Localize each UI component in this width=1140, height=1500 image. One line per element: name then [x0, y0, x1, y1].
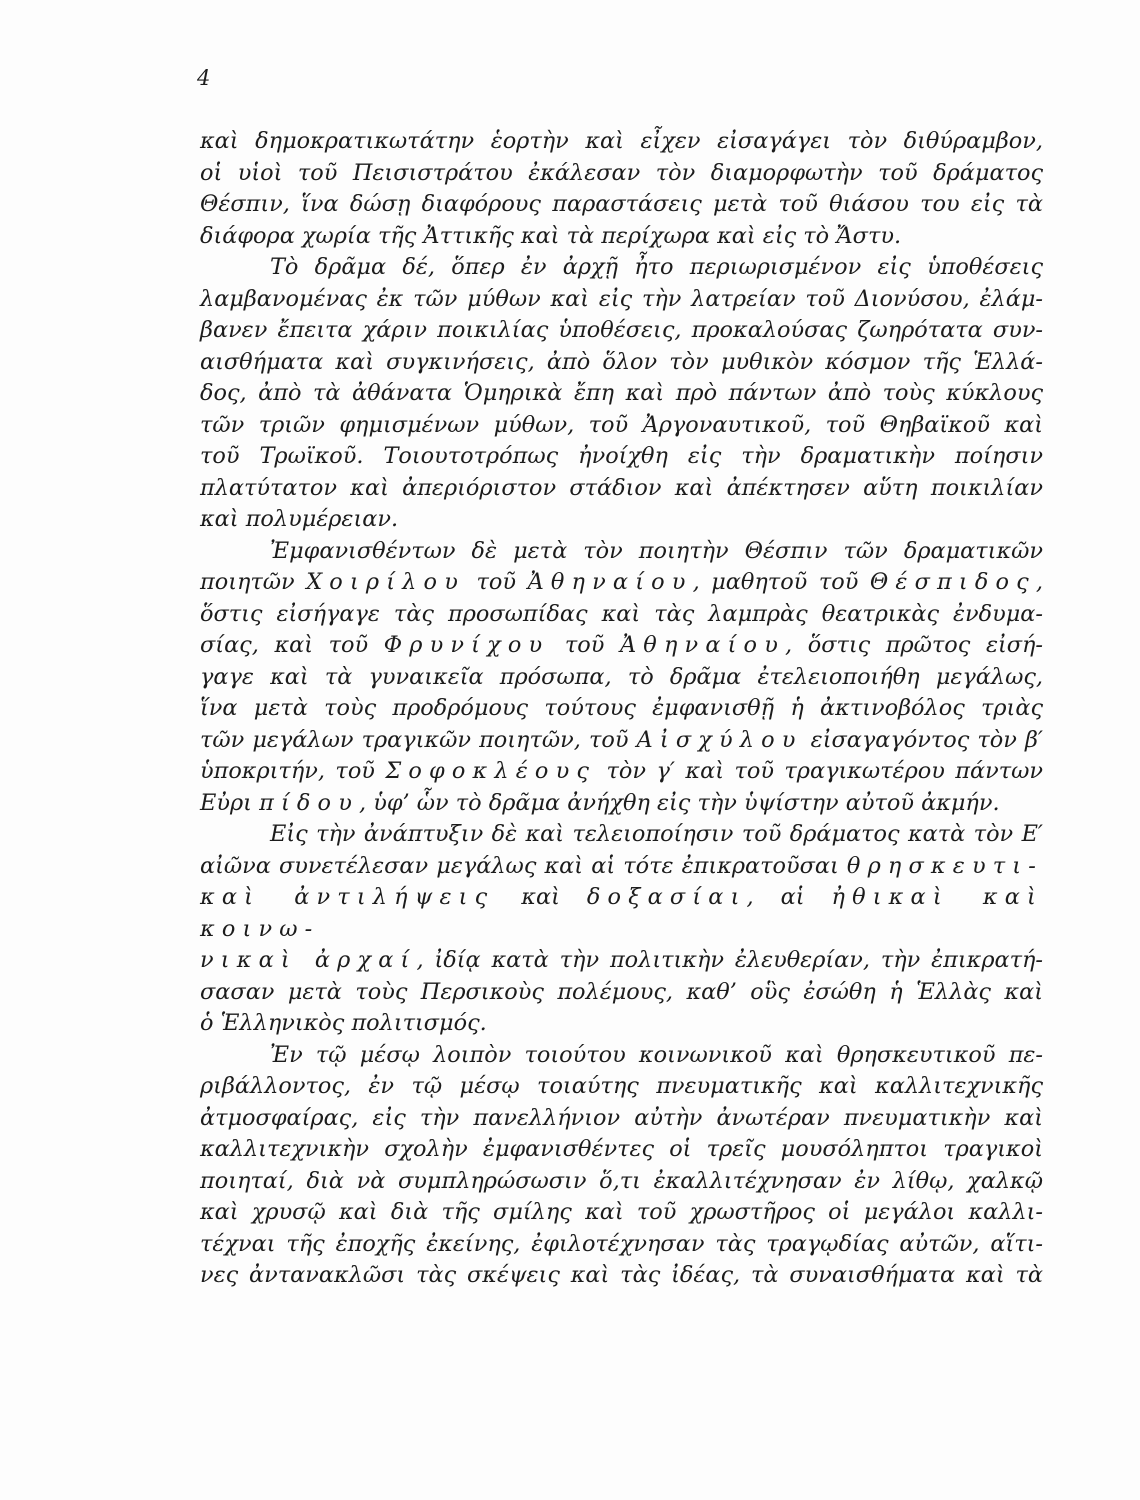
text-line: λαμβανομένας ἐκ τῶν μύθων καὶ εἰς τὴν λατρείαν τοῦ Διονύσου, ἐλάμ-: [200, 285, 1043, 312]
spaced-emphasis: καὶ ἀντιλήψεις: [200, 884, 495, 910]
text-segment: ὁ Ἑλληνικὸς πολιτισμός.: [200, 1010, 487, 1036]
spaced-emphasis: Ἀθηναίου: [619, 632, 785, 658]
text-line: καὶ δημοκρατικωτάτην ἑορτὴν καὶ εἶχεν εἰσαγάγει τὸν διθύραμβον,: [200, 128, 1043, 154]
text-line: [200, 1197, 1043, 1229]
text-line: [200, 945, 1043, 977]
text-line: τῶν τριῶν φημισμένων μύθων, τοῦ Ἀργοναυτικοῦ, τοῦ Θηβαϊκοῦ καὶ: [200, 411, 1043, 438]
text-line: [200, 1040, 1043, 1072]
text-line: [200, 693, 1043, 725]
spaced-emphasis: ἠθικαὶ καὶ κοινω-: [200, 884, 1043, 942]
spaced-emphasis: Χοιρίλου: [306, 569, 465, 595]
text-segment: , ὑφ’ ὧν τὸ δρᾶμα ἀνήχθη εἰς τὴν ὑψίστην αὐτοῦ ἀκμήν.: [358, 789, 1000, 816]
text-segment: ποιηταί, διὰ νὰ συμπληρώσωσιν ὅ,τι ἐκαλλιτέχνησαν ἐν λίθῳ, χαλκῷ: [200, 1167, 1043, 1194]
text-line: [200, 599, 1043, 631]
text-line: Τὸ δρᾶμα δέ, ὅπερ ἐν ἀρχῇ ἦτο περιωρισμένον εἰς ὑποθέσεις: [270, 254, 1043, 280]
text-line: οἱ υἱοὶ τοῦ Πεισιστράτου ἐκάλεσαν τὸν διαμορφωτὴν τοῦ δράματος: [200, 159, 1043, 186]
text-segment: τοῦ: [549, 632, 620, 658]
text-line: δος, ἀπὸ τὰ ἀθάνατα Ὁμηρικὰ ἔπη καὶ πρὸ πάντων ἀπὸ τοὺς κύκλους: [200, 380, 1043, 406]
spaced-emphasis: Αἰσχύλου: [636, 726, 803, 753]
text-line: [200, 882, 1043, 945]
text-line: [200, 819, 1043, 851]
text-segment: ἵνα μετὰ τοὺς προδρόμους τούτους ἐμφανισθῇ ἡ ἀκτινοβόλος τριὰς: [200, 695, 1043, 721]
text-line: [200, 1229, 1043, 1261]
text-segment: ὅστις εἰσήγαγε τὰς προσωπίδας καὶ τὰς λαμπρὰς θεατρικὰς ἐνδυμα-: [200, 600, 1043, 627]
text-segment: καλλιτεχνικὴν σχολὴν ἐμφανισθέντες οἱ τρεῖς μουσόληπτοι τραγικοὶ: [200, 1136, 1043, 1162]
spaced-emphasis: Φρυνίχου: [383, 632, 550, 658]
text-line: [200, 536, 1043, 568]
text-line: Θέσπιν, ἵνα δώσῃ διαφόρους παραστάσεις μετὰ τοῦ θιάσου του εἰς τὰ: [200, 191, 1043, 217]
spaced-emphasis: Σοφοκλέους: [385, 758, 597, 784]
text-segment: , ὅστις πρῶτος εἰσή-: [784, 632, 1043, 658]
body-text: [200, 126, 1043, 1292]
text-segment: ριβάλλοντος, ἐν τῷ μέσῳ τοιαύτης πνευματικῆς καὶ καλλιτεχνικῆς: [200, 1073, 1043, 1099]
text-segment: τῶν μεγάλων τραγικῶν ποιητῶν, τοῦ: [200, 726, 637, 753]
text-line: [200, 1166, 1043, 1198]
text-line: [200, 977, 1043, 1009]
text-segment: Εἰς τὴν ἀνάπτυξιν δὲ καὶ τελειοποίησιν τοῦ δράματος κατὰ τὸν Ε′: [270, 821, 1043, 847]
spaced-emphasis: θρησκευτι-: [846, 852, 1043, 879]
spaced-emphasis: ιπίδου: [243, 789, 359, 816]
text-line: [200, 567, 1043, 599]
text-line: [200, 1008, 1043, 1040]
text-line: αισθήματα καὶ συγκινήσεις, ἀπὸ ὅλον τὸν μυθικὸν κόσμον τῆς Ἑλλά-: [200, 348, 1043, 375]
text-segment: , μαθητοῦ τοῦ: [692, 569, 870, 595]
text-segment: καὶ: [494, 884, 587, 910]
text-segment: , ἰδίᾳ κατὰ τὴν πολιτικὴν ἐλευθερίαν, τὴν ἐπικρατή-: [416, 947, 1043, 973]
text-segment: ὑποκριτήν, τοῦ: [200, 758, 386, 784]
text-line: [200, 725, 1043, 757]
text-segment: ποιητῶν: [200, 569, 307, 595]
text-line: διάφορα χωρία τῆς Ἀττικῆς καὶ τὰ περίχωρα καὶ εἰς τὸ Ἄστυ.: [200, 222, 902, 249]
text-line: [200, 662, 1043, 694]
spaced-emphasis: νικαὶ ἀρχαί: [200, 947, 417, 973]
text-segment: τοῦ: [464, 569, 528, 595]
text-line: [200, 630, 1043, 662]
spaced-emphasis: Ἀθηναίου: [527, 569, 693, 595]
text-line: [200, 756, 1043, 788]
text-line: [200, 788, 1043, 820]
text-segment: νες ἀντανακλῶσι τὰς σκέψεις καὶ τὰς ἰδέας, τὰ συναισθήματα καὶ τὰ: [200, 1262, 1043, 1288]
text-segment: Ἐν τῷ μέσῳ λοιπὸν τοιούτου κοινωνικοῦ καὶ θρησκευτικοῦ πε-: [270, 1041, 1043, 1068]
text-segment: Ἐμφανισθέντων δὲ μετὰ τὸν ποιητὴν Θέσπιν τῶν δραματικῶν: [270, 537, 1043, 564]
text-line: καὶ πολυμέρειαν.: [200, 506, 399, 532]
spaced-emphasis: δοξασίαι: [586, 884, 747, 910]
text-segment: τὸν γ′ καὶ τοῦ τραγικωτέρου πάντων: [596, 758, 1044, 784]
text-line: [200, 1071, 1043, 1103]
text-segment: αἰῶνα συνετέλεσαν μεγάλως καὶ αἱ τότε ἐπικρατοῦσαι: [200, 852, 847, 879]
text-segment: , αἱ: [746, 884, 832, 910]
text-line: πλατύτατον καὶ ἀπεριόριστον στάδιον καὶ ἀπέκτησεν αὕτη ποικιλίαν: [200, 474, 1043, 501]
text-line: βανεν ἔπειτα χάριν ποικιλίας ὑποθέσεις, προκαλούσας ζωηρότατα συν-: [200, 317, 1043, 343]
text-segment: εἰσαγαγόντος τὸν β′: [802, 726, 1043, 753]
spaced-emphasis: Θέσπιδος: [869, 569, 1036, 595]
text-segment: ἀτμοσφαίρας, εἰς τὴν πανελλήνιον αὐτὴν ἀνωτέραν πνευματικὴν καὶ: [200, 1104, 1043, 1131]
text-line: τοῦ Τρωϊκοῦ. Τοιουτοτρόπως ἠνοίχθη εἰς τὴν δραματικὴν ποίησιν: [200, 443, 1043, 469]
text-line: [200, 1260, 1043, 1292]
text-segment: σασαν μετὰ τοὺς Περσικοὺς πολέμους, καθ’ οὓς ἐσώθη ἡ Ἑλλὰς καὶ: [200, 978, 1043, 1005]
text-segment: Εὐρ: [200, 789, 244, 816]
text-segment: τέχναι τῆς ἐποχῆς ἐκείνης, ἐφιλοτέχνησαν τὰς τραγῳδίας αὐτῶν, αἵτι-: [200, 1230, 1043, 1257]
text-line: [200, 1134, 1043, 1166]
text-line: [200, 1103, 1043, 1135]
text-segment: καὶ χρυσῷ καὶ διὰ τῆς σμίλης καὶ τοῦ χρωστῆρος οἱ μεγάλοι καλλι-: [200, 1199, 1043, 1225]
text-segment: ,: [1035, 569, 1043, 595]
page-number: 4: [197, 66, 211, 90]
text-line: [200, 851, 1043, 883]
text-segment: γαγε καὶ τὰ γυναικεῖα πρόσωπα, τὸ δρᾶμα ἐτελειοποιήθη μεγάλως,: [200, 663, 1043, 690]
text-segment: σίας, καὶ τοῦ: [200, 632, 384, 658]
